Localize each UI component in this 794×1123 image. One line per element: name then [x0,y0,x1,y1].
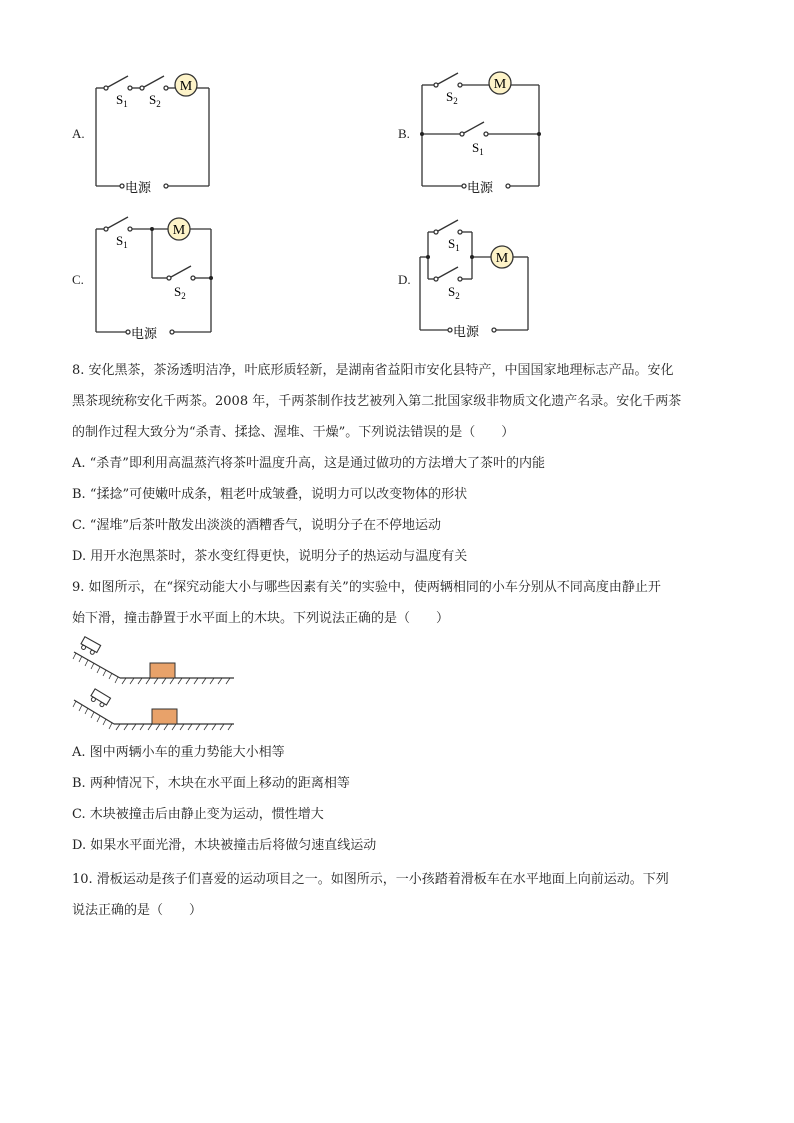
q8-option-a: A. “杀青”即利用高温蒸汽将茶叶温度升高，这是通过做功的方法增大了茶叶的内能 [72,456,545,471]
circuit-diagram-c [90,212,220,346]
option-b-label: B. [398,126,410,141]
svg-text:M: M [493,77,507,92]
q9-option-d: D. 如果水平面光滑，木块被撞击后将做匀速直线运动 [72,838,377,853]
q9-stem-line-1: 9. 如图所示，在“探究动能大小与哪些因素有关”的实验中，使两辆相同的小车分别从不同高度由静止开 [72,580,661,595]
option-c-label: C. [72,272,84,287]
circuit-diagram-b [416,68,546,200]
wood-block-lower [152,709,177,724]
q8-stem-line-3: 的制作过程大致分为“杀青、揉捻、渥堆、干燥”。下列说法错误的是（ ） [72,425,515,440]
cart-upper [79,637,101,656]
switch-s2-label-a: $S_2$ [149,92,161,109]
q10-stem-line-1: 10. 滑板运动是孩子们喜爱的运动项目之一。如图所示，一小孩踏着滑板车在水平地面上向前运动。下列 [72,872,669,887]
q10-stem-line-2: 说法正确的是（ ） [72,903,203,918]
motor-d [491,246,513,268]
q9-ramp-experiment-figure [70,632,240,736]
q9-stem-line-2: 始下滑，撞击静置于水平面上的木块。下列说法正确的是（ ） [72,611,450,626]
q9-option-c: C. 木块被撞击后由静止变为运动，惯性增大 [72,807,324,822]
switch-s1-label-c: $S_1$ [116,233,128,250]
switch-s1-label-b: $S_1$ [472,140,484,157]
q8-option-d: D. 用开水泡黑茶时，茶水变红得更快，说明分子的热运动与温度有关 [72,549,468,564]
switch-s2-label-d: $S_2$ [448,284,460,301]
option-a-label: A. [72,126,85,141]
q9-option-a: A. 图中两辆小车的重力势能大小相等 [72,745,285,760]
q8-option-b: B. “揉捻”可使嫩叶成条，粗老叶成皱叠，说明力可以改变物体的形状 [72,487,468,502]
circuit-diagram-a [90,68,220,200]
wood-block-upper [150,663,175,678]
svg-text:M: M [495,251,509,266]
svg-text:M: M [172,223,186,238]
motor-c [168,218,190,240]
motor-b [489,72,511,94]
option-d-label: D. [398,272,411,287]
power-source-label-d: 电源 [453,324,480,339]
svg-text:M: M [179,79,193,94]
power-source-label-a: 电源 [125,180,152,195]
cart-lower [89,689,111,709]
motor-a [175,74,197,96]
power-source-label-b: 电源 [467,180,494,195]
circuit-diagram-d [414,214,540,342]
switch-s1-label-d: $S_1$ [448,236,460,253]
power-source-label-c: 电源 [131,326,158,341]
switch-s2-label-b: $S_2$ [446,89,458,106]
q8-stem-line-1: 8. 安化黑茶，茶汤透明洁净，叶底形质轻新，是湖南省益阳市安化县特产，中国国家地理标志产品。安化 [72,363,674,378]
switch-s2-label-c: $S_2$ [174,284,186,301]
q8-option-c: C. “渥堆”后茶叶散发出淡淡的酒糟香气，说明分子在不停地运动 [72,518,442,533]
q8-stem-line-2: 黑茶现统称安化千两茶。2008 年，千两茶制作技艺被列入第二批国家级非物质文化遗产名录。安化千两茶 [72,394,682,409]
q9-option-b: B. 两种情况下，木块在水平面上移动的距离相等 [72,776,350,791]
switch-s1-label-a: $S_1$ [116,92,128,109]
